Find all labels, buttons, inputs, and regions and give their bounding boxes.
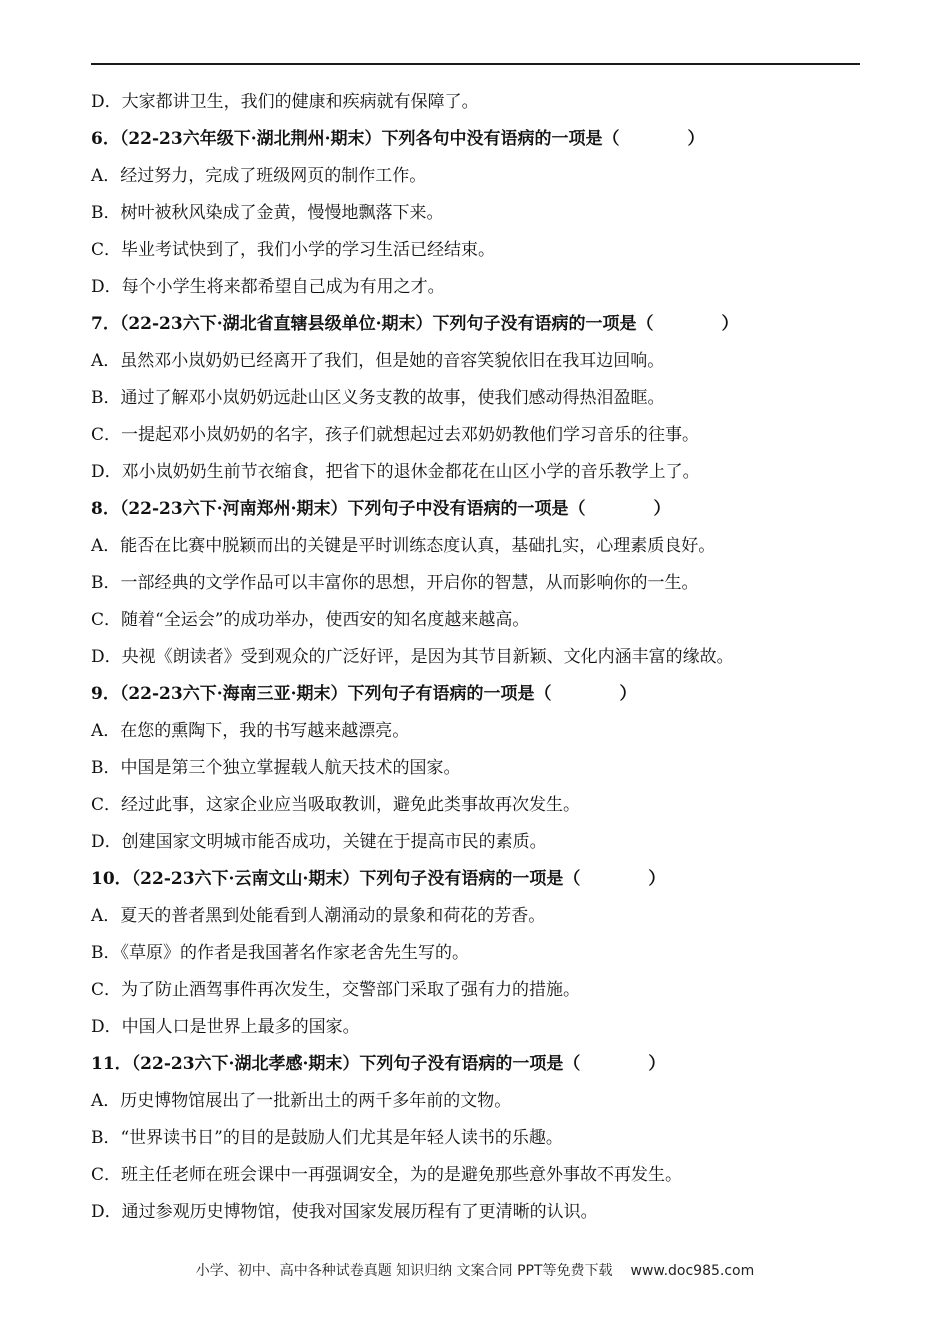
- option-c: C．经过此事，这家企业应当吸取教训，避免此类事故再次发生。: [91, 795, 581, 815]
- option-d: D．创建国家文明城市能否成功，关键在于提高市民的素质。: [91, 832, 547, 852]
- option-b: B．《草原》的作者是我国著名作家老舍先生写的。: [91, 943, 469, 963]
- option-b: B．通过了解邓小岚奶奶远赴山区义务支教的故事，使我们感动得热泪盈眶。: [91, 388, 665, 408]
- option-c: C．一提起邓小岚奶奶的名字，孩子们就想起过去邓奶奶教他们学习音乐的往事。: [91, 425, 700, 445]
- option-d: D．邓小岚奶奶生前节衣缩食，把省下的退休金都花在山区小学的音乐教学上了。: [91, 462, 700, 482]
- option-c: C．随着“全运会”的成功举办，使西安的知名度越来越高。: [91, 610, 530, 630]
- option-c: C．为了防止酒驾事件再次发生，交警部门采取了强有力的措施。: [91, 980, 581, 1000]
- option-b: B．树叶被秋风染成了金黄，慢慢地飘落下来。: [91, 203, 444, 223]
- question-8: 8．（22-23六下·河南郑州·期末）下列句子中没有语病的一项是（ ）: [91, 499, 671, 519]
- header-rule: [91, 63, 860, 65]
- option-b: B．中国是第三个独立掌握载人航天技术的国家。: [91, 758, 461, 778]
- page-footer: [0, 1260, 950, 1280]
- option-a: A．历史博物馆展出了一批新出土的两千多年前的文物。: [91, 1091, 512, 1111]
- option-a: A．能否在比赛中脱颖而出的关键是平时训练态度认真，基础扎实，心理素质良好。: [91, 536, 716, 556]
- footer-text: 小学、初中、高中各种试卷真题 知识归纳 文案合同 PPT等免费下载: [195, 1263, 613, 1279]
- question-9: 9．（22-23六下·海南三亚·期末）下列句子有语病的一项是（ ）: [91, 684, 637, 704]
- option-a: A．经过努力，完成了班级网页的制作工作。: [91, 166, 427, 186]
- option-d: D．央视《朗读者》受到观众的广泛好评，是因为其节目新颖、文化内涵丰富的缘故。: [91, 647, 734, 667]
- option-a: A．在您的熏陶下，我的书写越来越漂亮。: [91, 721, 410, 741]
- document-body: [91, 84, 860, 1231]
- question-11: 11．（22-23六下·湖北孝感·期末）下列句子没有语病的一项是（ ）: [91, 1054, 666, 1074]
- option-d: D．每个小学生将来都希望自己成为有用之才。: [91, 277, 445, 297]
- option-d: D．通过参观历史博物馆，使我对国家发展历程有了更清晰的认识。: [91, 1202, 598, 1222]
- option-d: D．中国人口是世界上最多的国家。: [91, 1017, 360, 1037]
- option-b: B．“世界读书日”的目的是鼓励人们尤其是年轻人读书的乐趣。: [91, 1128, 563, 1148]
- option-c: C．毕业考试快到了，我们小学的学习生活已经结束。: [91, 240, 496, 260]
- option-a: A．夏天的普者黑到处能看到人潮涌动的景象和荷花的芳香。: [91, 906, 546, 926]
- option-d: D．大家都讲卫生，我们的健康和疾病就有保障了。: [91, 92, 479, 112]
- question-6: 6．（22-23六年级下·湖北荆州·期末）下列各句中没有语病的一项是（ ）: [91, 129, 705, 149]
- option-b: B．一部经典的文学作品可以丰富你的思想，开启你的智慧，从而影响你的一生。: [91, 573, 699, 593]
- option-c: C．班主任老师在班会课中一再强调安全，为的是避免那些意外事故不再发生。: [91, 1165, 683, 1185]
- question-10: 10．（22-23六下·云南文山·期末）下列句子没有语病的一项是（ ）: [91, 869, 666, 889]
- question-7: 7．（22-23六下·湖北省直辖县级单位·期末）下列句子没有语病的一项是（ ）: [91, 314, 739, 334]
- footer-url[interactable]: www.doc985.com: [630, 1263, 755, 1279]
- option-a: A．虽然邓小岚奶奶已经离开了我们，但是她的音容笑貌依旧在我耳边回响。: [91, 351, 665, 371]
